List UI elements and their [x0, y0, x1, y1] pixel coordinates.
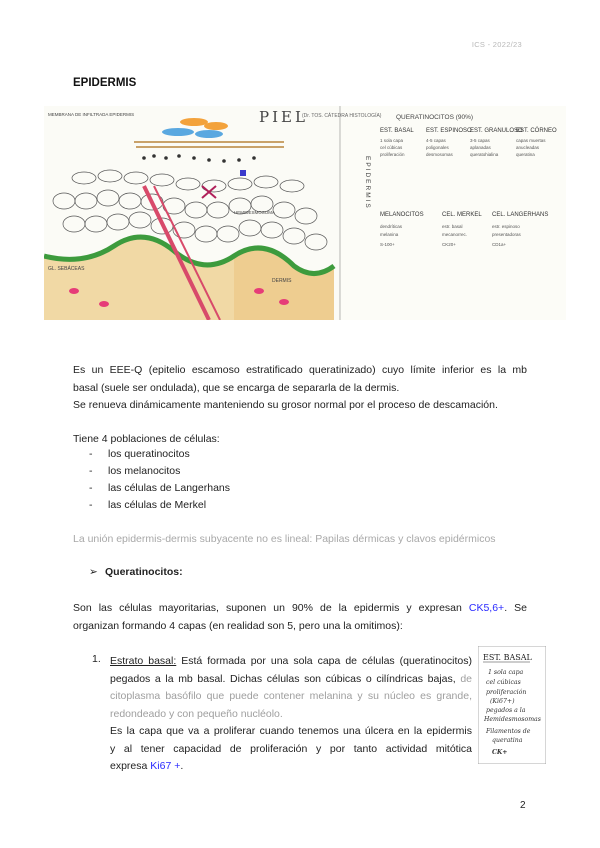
queratinocitos-line-2: organizan formando 4 capas (en realidad son 5, pero una la omitimos):: [73, 619, 403, 632]
svg-text:1 sola capa: 1 sola capa: [488, 669, 524, 676]
queratinocitos-paragraph: [73, 600, 527, 635]
vertical-epidermis-label: EPIDERMIS: [364, 156, 371, 210]
svg-text:CK20+: CK20+: [442, 242, 456, 247]
svg-text:Filamentos de: Filamentos de: [486, 728, 531, 735]
union-note: La unión epidermis-dermis subyacente no es lineal: Papilas dérmicas y clavos epidérmicos: [73, 533, 496, 545]
merkel-tag: CEL. MERKEL: [442, 212, 482, 218]
intro-paragraph: [73, 362, 527, 415]
langerhans-tag: CEL. LANGERHANS: [492, 212, 549, 218]
svg-text:cel cúbicas: cel cúbicas: [486, 679, 521, 686]
svg-text:queratina: queratina: [516, 152, 535, 157]
list-item: - las células de Merkel: [89, 497, 230, 514]
svg-text:(Ki67+): (Ki67+): [490, 698, 515, 705]
svg-text:CK+: CK+: [492, 749, 508, 756]
svg-text:pegados a la: pegados a la: [486, 707, 526, 714]
svg-text:queratohialina: queratohialina: [470, 152, 499, 157]
page-title: EPIDERMIS: [73, 77, 137, 89]
queratinocitos-label: QUERATINOCITOS (90%): [396, 114, 474, 121]
course-header: ICS - 2022/23: [471, 40, 522, 49]
svg-text:Hemidesmosomas: Hemidesmosomas: [484, 716, 541, 723]
svg-text:estr. espinoso: estr. espinoso: [492, 224, 520, 229]
svg-text:dendríticas: dendríticas: [380, 224, 403, 229]
poblaciones-list: [89, 446, 230, 514]
intro-line-1: Es un EEE-Q (epitelio escamoso estratificado queratinizado) cuyo límite inferior es la mb: [73, 364, 527, 376]
estrato-espinoso-tag: EST. ESPINOSO: [426, 128, 472, 134]
list-number: 1.: [92, 653, 101, 665]
svg-text:proliferación: proliferación: [486, 689, 527, 696]
epidermis-diagram: [44, 106, 566, 320]
intro-line-3: Se renueva dinámicamente manteniendo su grosor normal por el proceso de descamación.: [73, 399, 498, 411]
inset-title: EST. BASAL: [483, 653, 532, 662]
svg-text:presentadoras: presentadoras: [492, 232, 521, 237]
estrato-corneo-tag: EST. CÓRNEO: [516, 128, 557, 134]
label-hemidesmosoma: HEMIDESMOSOMA: [234, 210, 276, 215]
svg-text:cel cúbicas: cel cúbicas: [380, 145, 403, 150]
svg-text:proliferación: proliferación: [380, 152, 405, 157]
list-item: - los queratinocitos: [89, 446, 230, 463]
svg-text:3-5 capas: 3-5 capas: [470, 138, 490, 143]
estrato-granuloso-tag: EST. GRANULOSO: [470, 128, 523, 134]
label-membrana: MEMBRANA DE INFILTRADA EPIDERMIS: [48, 112, 135, 117]
svg-text:aplanadas: aplanadas: [470, 145, 491, 150]
estrato-basal-name: Estrato basal:: [110, 655, 177, 667]
svg-text:CD1a+: CD1a+: [492, 242, 507, 247]
svg-text:capas muertas: capas muertas: [516, 138, 546, 143]
svg-text:1 sola capa: 1 sola capa: [380, 138, 404, 143]
queratinocitos-line-1: Son las células mayoritarias, suponen un 90% de la epidermis y expresan CK5,6+. Se: [73, 602, 527, 614]
estrato-basal-paragraph: Estrato basal: Está formada por una sola capa de células (queratinocitos) pegados a la mb basal. Dichas células son cúbicas o cilíndricas bajas, de citoplasma basófilo que puede contener melanina y su núcleo es grande, redondeado y con pequeño nucléolo. Es la capa que va a proliferar cuando tenemos una úlcera en la epidermis y al tener capacidad de proliferación y por tanto actividad mitótica expresa Ki67 +.: [110, 655, 472, 772]
svg-text:4-5 capas: 4-5 capas: [426, 138, 446, 143]
page-number: 2: [520, 800, 526, 811]
ck-marker: CK5,6+: [468, 602, 505, 614]
svg-text:poligonales: poligonales: [426, 145, 449, 150]
intro-line-2: basal (suele ser ondulada), que se encarga de separarla de la dermis.: [73, 381, 400, 394]
svg-text:queratina: queratina: [492, 737, 523, 744]
section-title: Queratinocitos:: [105, 566, 183, 578]
figure-heading-note: (Dr. TOS. CÁTEDRA HISTOLOGÍA): [302, 113, 382, 119]
list-item: - las células de Langerhans: [89, 480, 230, 497]
estrato-basal-handwritten-note: [478, 646, 546, 764]
svg-text:desmosomas: desmosomas: [426, 152, 453, 157]
poblaciones-intro: Tiene 4 poblaciones de células:: [73, 433, 220, 445]
arrow-icon: ➢: [89, 566, 98, 578]
svg-text:melanina: melanina: [380, 232, 399, 237]
figure-heading: PIEL: [259, 108, 308, 126]
melanocitos-tag: MELANOCITOS: [380, 212, 424, 218]
estrato-basal-tag: EST. BASAL: [380, 128, 414, 134]
label-dermis: DERMIS: [272, 278, 292, 284]
svg-text:estr. basal: estr. basal: [442, 224, 463, 229]
label-gl-sebaceas: GL. SEBÁCEAS: [48, 266, 85, 272]
section-heading: [89, 566, 183, 578]
ki67-marker: Ki67 +: [150, 760, 181, 772]
svg-text:mecanorrec.: mecanorrec.: [442, 232, 468, 237]
list-item: - los melanocitos: [89, 463, 230, 480]
svg-text:S-100+: S-100+: [380, 242, 395, 247]
svg-text:anucleadas: anucleadas: [516, 145, 540, 150]
